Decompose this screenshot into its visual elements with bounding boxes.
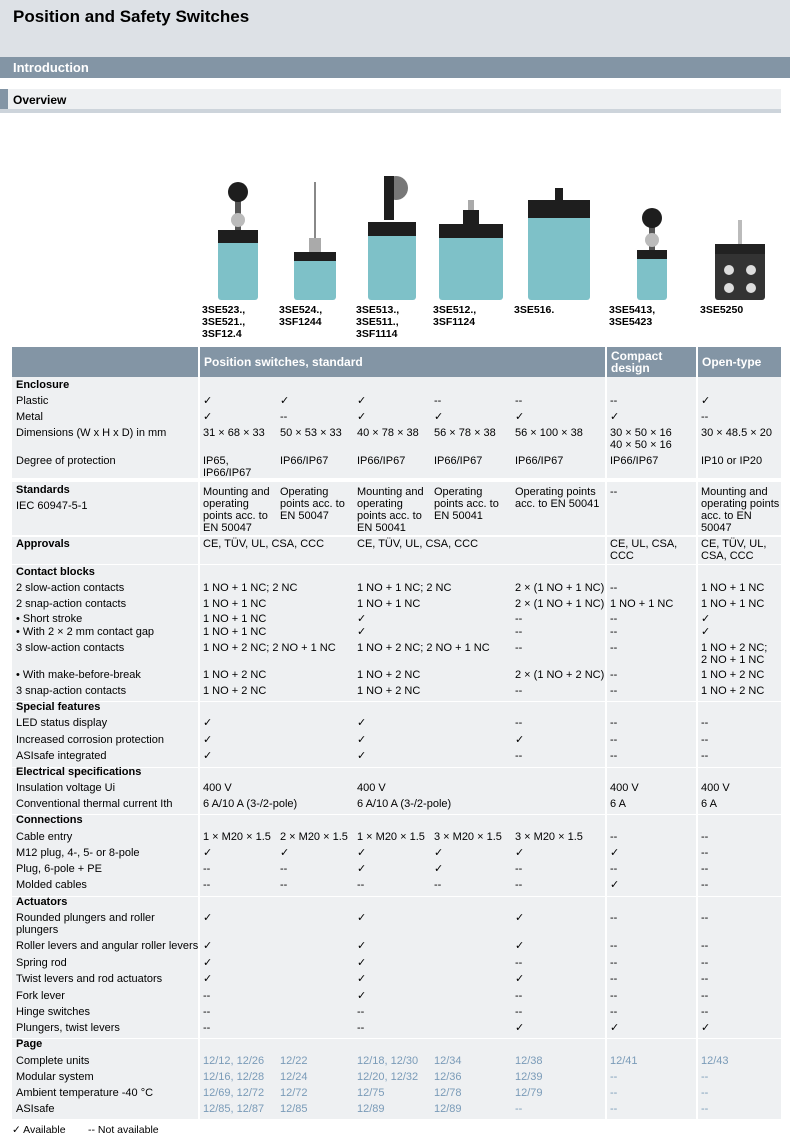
section-bar bbox=[0, 57, 790, 78]
page-link: 12/75 bbox=[357, 1087, 385, 1099]
row-label: Cable entry bbox=[16, 831, 73, 843]
table-cell: 1 NO + 1 NC bbox=[610, 598, 674, 610]
row-label: LED status display bbox=[16, 717, 108, 729]
table-cell: -- bbox=[203, 863, 211, 875]
table-cell: 2 × (1 NO + 1 NC) bbox=[515, 582, 605, 594]
table-cell: ✓ bbox=[357, 613, 367, 625]
table-cell: 1 NO + 1 NC bbox=[203, 613, 267, 625]
table-cell: -- bbox=[610, 940, 618, 952]
table-cell: 6 A bbox=[701, 798, 717, 810]
standards-cell: Mounting and operating points acc. to EN 50041 bbox=[357, 486, 424, 534]
table-cell: ✓ bbox=[610, 847, 620, 859]
table-cell: CE, UL, CSA, CCC bbox=[610, 538, 678, 562]
table-cell: ✓ bbox=[203, 411, 213, 423]
table-cell: -- bbox=[610, 613, 618, 625]
table-cell: ✓ bbox=[515, 847, 525, 859]
row-label: ASIsafe integrated bbox=[16, 750, 107, 762]
table-cell: ✓ bbox=[357, 940, 367, 952]
row-label: Metal bbox=[16, 411, 43, 423]
standards-cell: Mounting and operating points acc. to EN 50047 bbox=[203, 486, 270, 534]
row-label: 2 slow-action contacts bbox=[16, 582, 125, 594]
page-title: Position and Safety Switches bbox=[13, 7, 250, 26]
table-cell: -- bbox=[701, 831, 709, 843]
product-image-1 bbox=[200, 160, 275, 300]
product-image-2 bbox=[277, 160, 352, 300]
table-cell: 30 × 48.5 × 20 bbox=[701, 427, 772, 439]
table-cell: -- bbox=[701, 879, 709, 891]
section-heading: Connections bbox=[16, 814, 83, 826]
table-cell: 1 NO + 2 NC bbox=[357, 669, 421, 681]
page-link: 12/24 bbox=[280, 1071, 308, 1083]
table-cell: -- bbox=[610, 734, 618, 746]
page-link: -- bbox=[610, 1103, 618, 1115]
table-cell: 40 × 78 × 38 bbox=[357, 427, 419, 439]
table-cell: 1 NO + 2 NC; 2 NO + 1 NC bbox=[203, 642, 336, 654]
product-code: 3SE516. bbox=[514, 304, 555, 316]
page-link: 12/34 bbox=[434, 1055, 462, 1067]
row-label: Plungers, twist levers bbox=[16, 1022, 120, 1034]
page-link: 12/12, 12/26 bbox=[203, 1055, 265, 1067]
table-cell: CE, TÜV, UL, CSA, CCC bbox=[701, 538, 767, 562]
page-link: 12/43 bbox=[701, 1055, 729, 1067]
table-cell: -- bbox=[610, 642, 618, 654]
table-cell: -- bbox=[434, 879, 442, 891]
standards-cell: Operating points acc. to EN 50041 bbox=[434, 486, 499, 522]
page-link: 12/18, 12/30 bbox=[357, 1055, 419, 1067]
page-link: 12/85 bbox=[280, 1103, 308, 1115]
band-separator bbox=[12, 536, 781, 537]
section-heading: Standards bbox=[16, 484, 70, 496]
row-label: • With 2 × 2 mm contact gap bbox=[16, 626, 155, 638]
section-heading: Contact blocks bbox=[16, 566, 95, 578]
table-cell: 1 NO + 2 NC bbox=[203, 685, 267, 697]
section-title: Introduction bbox=[13, 60, 89, 75]
table-cell: ✓ bbox=[434, 411, 444, 423]
table-cell: 1 NO + 2 NC bbox=[203, 669, 267, 681]
page-link: 12/36 bbox=[434, 1071, 462, 1083]
table-cell: ✓ bbox=[515, 734, 525, 746]
table-cell: 1 NO + 2 NC bbox=[701, 685, 765, 697]
table-cell: -- bbox=[701, 717, 709, 729]
table-cell: 2 × (1 NO + 1 NC) bbox=[515, 598, 605, 610]
group-header-open: Open-type bbox=[698, 347, 781, 377]
standards-cell: Operating points acc. to EN 50047 bbox=[280, 486, 345, 522]
table-cell: -- bbox=[515, 879, 523, 891]
table-cell: 56 × 78 × 38 bbox=[434, 427, 496, 439]
table-cell: ✓ bbox=[357, 847, 367, 859]
table-cell: CE, TÜV, UL, CSA, CCC bbox=[203, 538, 325, 550]
table-cell: -- bbox=[280, 863, 288, 875]
table-cell: 400 V bbox=[357, 782, 386, 794]
row-label: 2 snap-action contacts bbox=[16, 598, 127, 610]
table-cell: -- bbox=[701, 411, 709, 423]
subsection-title: Overview bbox=[13, 93, 67, 107]
table-cell: -- bbox=[357, 1022, 365, 1034]
table-cell: -- bbox=[515, 990, 523, 1002]
page-link: 12/79 bbox=[515, 1087, 543, 1099]
table-cell: -- bbox=[701, 957, 709, 969]
table-cell: -- bbox=[610, 990, 618, 1002]
table-cell: 2 × M20 × 1.5 bbox=[280, 831, 348, 843]
section-heading: Special features bbox=[16, 701, 101, 713]
table-cell: -- bbox=[701, 973, 709, 985]
table-cell: ✓ bbox=[203, 750, 213, 762]
row-label: 3 snap-action contacts bbox=[16, 685, 127, 697]
page-link: 12/78 bbox=[434, 1087, 462, 1099]
page-link: 12/22 bbox=[280, 1055, 308, 1067]
table-cell: ✓ bbox=[203, 395, 213, 407]
row-label: Ambient temperature -40 °C bbox=[16, 1087, 154, 1099]
table-cell: 30 × 50 × 16 40 × 50 × 16 bbox=[610, 427, 672, 451]
table-cell: ✓ bbox=[701, 395, 711, 407]
table-cell: -- bbox=[610, 831, 618, 843]
row-label: Spring rod bbox=[16, 957, 67, 969]
table-cell: -- bbox=[515, 717, 523, 729]
legend-available: ✓ Available bbox=[12, 1124, 66, 1136]
table-cell: -- bbox=[610, 957, 618, 969]
table-cell: 3 × M20 × 1.5 bbox=[434, 831, 502, 843]
table-cell: 1 NO + 1 NC bbox=[357, 598, 421, 610]
page-link: -- bbox=[610, 1087, 618, 1099]
table-cell: -- bbox=[434, 395, 442, 407]
table-cell: -- bbox=[701, 863, 709, 875]
table-cell: ✓ bbox=[357, 411, 367, 423]
table-cell: 1 × M20 × 1.5 bbox=[357, 831, 425, 843]
table-cell: -- bbox=[610, 685, 618, 697]
table-cell: -- bbox=[610, 582, 618, 594]
product-code: 3SE523., 3SE521., 3SF12.4 bbox=[202, 304, 246, 340]
table-cell: -- bbox=[610, 395, 618, 407]
table-cell: ✓ bbox=[515, 940, 525, 952]
table-cell: ✓ bbox=[701, 613, 711, 625]
table-cell: ✓ bbox=[357, 990, 367, 1002]
table-cell: -- bbox=[515, 863, 523, 875]
row-label: • With make-before-break bbox=[16, 669, 141, 681]
page-link: 12/39 bbox=[515, 1071, 543, 1083]
row-label: 3 slow-action contacts bbox=[16, 642, 125, 654]
row-label: IEC 60947-5-1 bbox=[16, 500, 88, 512]
table-cell: 400 V bbox=[701, 782, 730, 794]
group-header-standard: Position switches, standard bbox=[200, 347, 605, 377]
table-cell: 1 NO + 1 NC; 2 NC bbox=[357, 582, 452, 594]
row-label: Plug, 6-pole + PE bbox=[16, 863, 102, 875]
band-separator bbox=[12, 564, 781, 565]
table-cell: ✓ bbox=[515, 1022, 525, 1034]
section-heading: Actuators bbox=[16, 896, 68, 908]
table-cell: -- bbox=[203, 1006, 211, 1018]
table-cell: -- bbox=[701, 847, 709, 859]
table-cell: -- bbox=[610, 973, 618, 985]
page-link: -- bbox=[701, 1103, 709, 1115]
table-cell: 1 NO + 1 NC bbox=[701, 582, 765, 594]
page-link: -- bbox=[610, 1071, 618, 1083]
table-cell: ✓ bbox=[357, 750, 367, 762]
table-cell: -- bbox=[701, 940, 709, 952]
table-cell: -- bbox=[701, 912, 709, 924]
table-cell: ✓ bbox=[357, 734, 367, 746]
table-cell: ✓ bbox=[357, 957, 367, 969]
standards-cell: -- bbox=[610, 486, 618, 498]
page-link: -- bbox=[701, 1087, 709, 1099]
table-cell: -- bbox=[515, 642, 523, 654]
table-cell: -- bbox=[515, 613, 523, 625]
table-cell: ✓ bbox=[203, 957, 213, 969]
table-cell: ✓ bbox=[280, 395, 290, 407]
table-cell: 1 NO + 2 NC; 2 NO + 1 NC bbox=[701, 642, 768, 666]
table-cell: ✓ bbox=[701, 1022, 711, 1034]
page-link: 12/69, 12/72 bbox=[203, 1087, 265, 1099]
product-code: 3SE524., 3SF1244 bbox=[279, 304, 323, 328]
table-cell: -- bbox=[203, 879, 211, 891]
table-cell: ✓ bbox=[610, 411, 620, 423]
table-cell: 6 A/10 A (3-/2-pole) bbox=[203, 798, 298, 810]
table-cell: -- bbox=[610, 669, 618, 681]
table-cell: -- bbox=[701, 1006, 709, 1018]
table-cell: -- bbox=[610, 717, 618, 729]
column-divider bbox=[696, 377, 698, 1119]
row-label: Dimensions (W x H x D) in mm bbox=[16, 427, 167, 439]
table-cell: -- bbox=[515, 395, 523, 407]
table-cell: ✓ bbox=[610, 1022, 620, 1034]
table-cell: IP65, IP66/IP67 bbox=[203, 455, 252, 479]
table-cell: 400 V bbox=[203, 782, 232, 794]
table-cell: ✓ bbox=[515, 973, 525, 985]
section-heading: Enclosure bbox=[16, 379, 70, 391]
table-cell: -- bbox=[515, 957, 523, 969]
section-heading: Page bbox=[16, 1038, 43, 1050]
table-cell: -- bbox=[515, 1006, 523, 1018]
product-image-6 bbox=[607, 160, 696, 300]
table-cell: -- bbox=[701, 734, 709, 746]
table-cell: IP66/IP67 bbox=[280, 455, 329, 467]
row-label: Fork lever bbox=[16, 990, 65, 1002]
row-label: Hinge switches bbox=[16, 1006, 90, 1018]
standards-cell: Operating points acc. to EN 50041 bbox=[515, 486, 600, 510]
table-cell: -- bbox=[701, 750, 709, 762]
row-label: Increased corrosion protection bbox=[16, 734, 164, 746]
table-cell: -- bbox=[357, 1006, 365, 1018]
table-cell: 1 NO + 1 NC bbox=[203, 598, 267, 610]
row-label: • Short stroke bbox=[16, 613, 83, 625]
standards-cell: Mounting and operating points acc. to EN 50047 bbox=[701, 486, 780, 534]
table-cell: 1 NO + 2 NC bbox=[357, 685, 421, 697]
table-cell: -- bbox=[610, 912, 618, 924]
table-cell: ✓ bbox=[701, 626, 711, 638]
table-cell: 1 NO + 2 NC bbox=[701, 669, 765, 681]
table-cell: -- bbox=[357, 879, 365, 891]
row-label: Molded cables bbox=[16, 879, 87, 891]
table-cell: ✓ bbox=[434, 847, 444, 859]
product-code: 3SE513., 3SE511., 3SF1114 bbox=[356, 304, 400, 340]
table-cell: ✓ bbox=[357, 973, 367, 985]
product-image-3 bbox=[354, 160, 429, 300]
table-cell: ✓ bbox=[203, 973, 213, 985]
product-code: 3SE5413, 3SE5423 bbox=[609, 304, 656, 328]
band-separator bbox=[12, 896, 781, 897]
table-cell: ✓ bbox=[357, 912, 367, 924]
table-cell: ✓ bbox=[357, 626, 367, 638]
row-label: Roller levers and angular roller levers bbox=[16, 940, 199, 952]
table-cell: IP66/IP67 bbox=[434, 455, 483, 467]
subsection-underline bbox=[0, 109, 781, 113]
row-label: Rounded plungers and roller plungers bbox=[16, 912, 155, 936]
page-link: 12/16, 12/28 bbox=[203, 1071, 265, 1083]
table-cell: ✓ bbox=[203, 734, 213, 746]
table-cell: 2 × (1 NO + 2 NC) bbox=[515, 669, 605, 681]
table-cell: 56 × 100 × 38 bbox=[515, 427, 583, 439]
product-image-4 bbox=[431, 160, 510, 300]
band-separator bbox=[12, 701, 781, 702]
legend-not-available: -- Not available bbox=[88, 1124, 159, 1136]
table-cell: -- bbox=[610, 626, 618, 638]
table-cell: IP66/IP67 bbox=[515, 455, 564, 467]
band-separator bbox=[12, 481, 781, 482]
row-label: Conventional thermal current Ith bbox=[16, 798, 173, 810]
page-link: 12/41 bbox=[610, 1055, 638, 1067]
row-label: Modular system bbox=[16, 1071, 94, 1083]
table-cell: 1 NO + 2 NC; 2 NO + 1 NC bbox=[357, 642, 490, 654]
table-cell: -- bbox=[280, 879, 288, 891]
table-cell: -- bbox=[515, 626, 523, 638]
table-cell: -- bbox=[610, 1006, 618, 1018]
table-cell: IP66/IP67 bbox=[610, 455, 659, 467]
table-cell: -- bbox=[203, 1022, 211, 1034]
table-cell: ✓ bbox=[203, 717, 213, 729]
table-cell: ✓ bbox=[280, 847, 290, 859]
group-header-compact: Compact design bbox=[607, 347, 696, 377]
product-code: 3SE512., 3SF1124 bbox=[433, 304, 477, 328]
column-divider bbox=[198, 377, 200, 1119]
row-label: M12 plug, 4-, 5- or 8-pole bbox=[16, 847, 140, 859]
page-link: -- bbox=[515, 1103, 523, 1115]
table-cell: -- bbox=[515, 750, 523, 762]
product-code: 3SE5250 bbox=[700, 304, 744, 316]
row-label: Degree of protection bbox=[16, 455, 116, 467]
table-cell: -- bbox=[280, 411, 288, 423]
column-divider bbox=[605, 377, 607, 1119]
page-link: 12/20, 12/32 bbox=[357, 1071, 419, 1083]
table-cell: 1 NO + 1 NC bbox=[203, 626, 267, 638]
table-cell: ✓ bbox=[515, 411, 525, 423]
page-link: 12/89 bbox=[357, 1103, 385, 1115]
table-cell: CE, TÜV, UL, CSA, CCC bbox=[357, 538, 479, 550]
section-heading: Electrical specifications bbox=[16, 766, 142, 778]
table-cell: 1 NO + 1 NC bbox=[701, 598, 765, 610]
product-image-5 bbox=[512, 160, 605, 300]
table-cell: 1 × M20 × 1.5 bbox=[203, 831, 271, 843]
table-cell: -- bbox=[610, 863, 618, 875]
page-header bbox=[0, 0, 790, 57]
row-label: Complete units bbox=[16, 1055, 90, 1067]
table-cell: 50 × 53 × 33 bbox=[280, 427, 342, 439]
product-image-7 bbox=[698, 160, 781, 300]
subsection-bar bbox=[0, 89, 781, 113]
table-header-blank bbox=[12, 347, 198, 377]
table-cell: ✓ bbox=[357, 395, 367, 407]
row-label: Twist levers and rod actuators bbox=[16, 973, 163, 985]
table-cell: ✓ bbox=[203, 847, 213, 859]
table-cell: -- bbox=[701, 990, 709, 1002]
table-cell: 1 NO + 1 NC; 2 NC bbox=[203, 582, 298, 594]
table-cell: ✓ bbox=[203, 912, 213, 924]
table-cell: ✓ bbox=[434, 863, 444, 875]
row-label: ASIsafe bbox=[16, 1103, 55, 1115]
table-cell: IP66/IP67 bbox=[357, 455, 406, 467]
row-label: Insulation voltage Ui bbox=[16, 782, 116, 794]
row-label: Plastic bbox=[16, 395, 49, 407]
page-link: 12/89 bbox=[434, 1103, 462, 1115]
table-cell: ✓ bbox=[610, 879, 620, 891]
table-cell: 3 × M20 × 1.5 bbox=[515, 831, 583, 843]
table-cell: ✓ bbox=[203, 940, 213, 952]
page-link: 12/72 bbox=[280, 1087, 308, 1099]
band-separator bbox=[12, 814, 781, 815]
table-cell: -- bbox=[515, 685, 523, 697]
table-cell: ✓ bbox=[357, 717, 367, 729]
band-separator bbox=[12, 1038, 781, 1039]
table-cell: -- bbox=[203, 990, 211, 1002]
table-cell: 31 × 68 × 33 bbox=[203, 427, 265, 439]
table-cell: 6 A bbox=[610, 798, 626, 810]
table-cell: IP10 or IP20 bbox=[701, 455, 763, 467]
table-cell: 6 A/10 A (3-/2-pole) bbox=[357, 798, 452, 810]
table-cell: 400 V bbox=[610, 782, 639, 794]
page-link: -- bbox=[701, 1071, 709, 1083]
page-link: 12/38 bbox=[515, 1055, 543, 1067]
section-heading: Approvals bbox=[16, 538, 70, 550]
table-cell: ✓ bbox=[515, 912, 525, 924]
table-cell: -- bbox=[610, 750, 618, 762]
table-cell: ✓ bbox=[357, 863, 367, 875]
page-link: 12/85, 12/87 bbox=[203, 1103, 265, 1115]
